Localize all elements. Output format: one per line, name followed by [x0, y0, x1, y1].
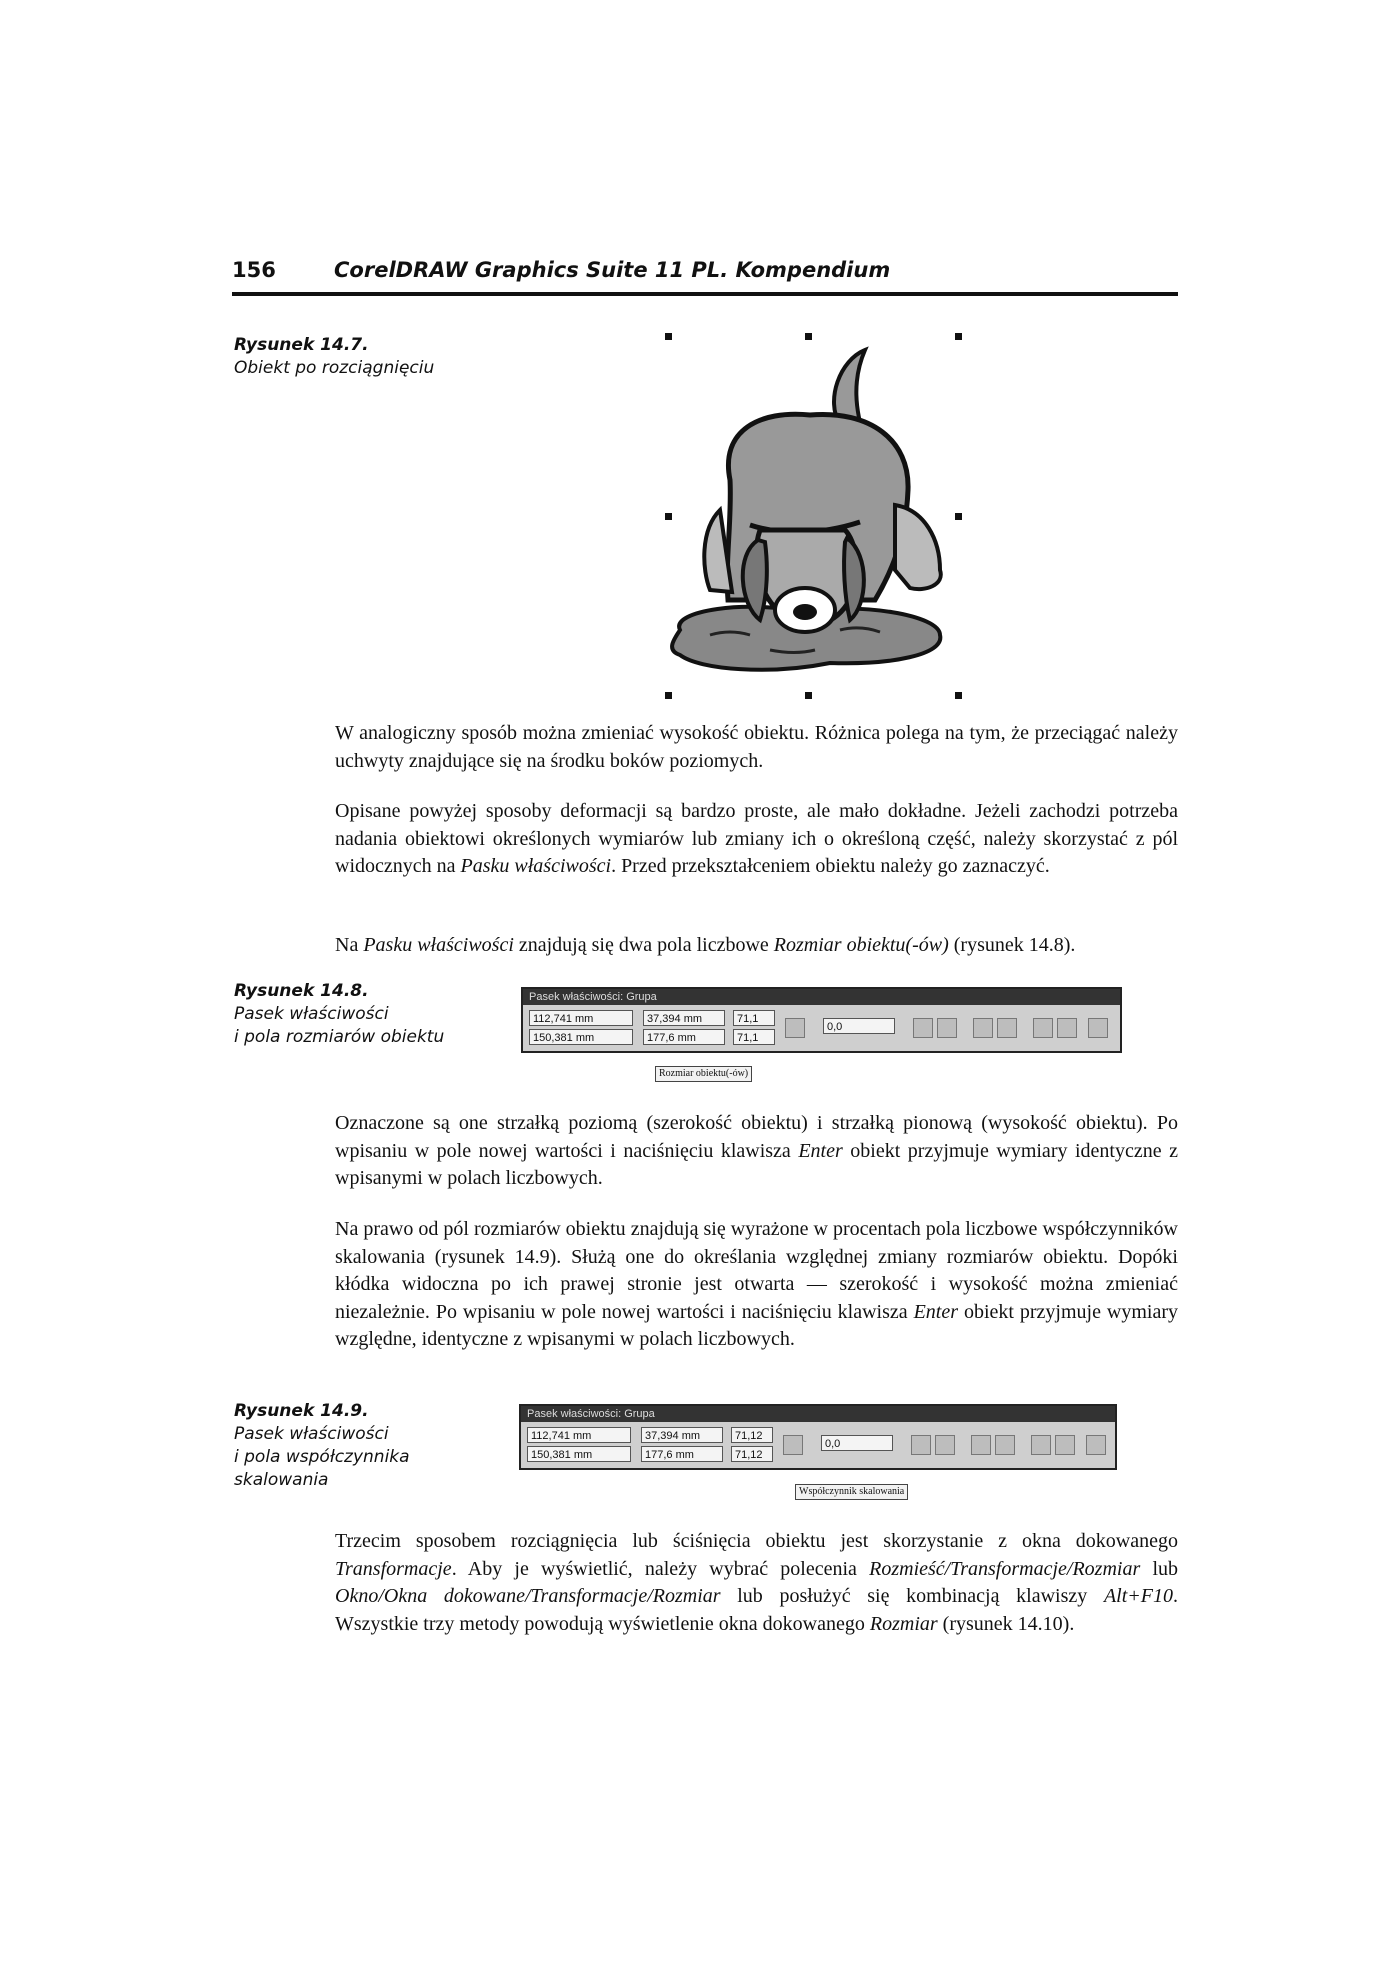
figure-14-9-caption: [234, 1400, 474, 1492]
page-number: 156: [232, 258, 276, 282]
scale-factor-tooltip: Współczynnik skalowania: [795, 1484, 908, 1500]
intersect-icon[interactable]: [1088, 1018, 1108, 1038]
figure-14-7-illustration: [640, 330, 970, 700]
figure-text: i pola współczynnika: [234, 1447, 410, 1467]
paragraph-3: Na Pasku właściwości znajdują się dwa pola liczbowe Rozmiar obiektu(-ów) (rysunek 14.8).: [335, 934, 1076, 956]
ungroup-icon[interactable]: [997, 1018, 1017, 1038]
scale-y-field[interactable]: 71,12: [731, 1446, 773, 1462]
paragraph-5: Na prawo od pól rozmiarów obiektu znajdują się wyrażone w procentach pola liczbowe współczynników skalowania (rysunek 14.9). Służą one do określania względnej zmiany rozmiarów obiektu. Dopóki kłódka widoczna po ich prawej stronie jest otwarta — szerokość i wysokość można zmieniać niezależnie. Po wpisaniu w pole nowej wartości i naciśnięciu klawisza Enter obiekt przyjmuje wymiary względne, identyczne z wpisanymi w polach liczbowych.: [335, 1218, 1178, 1350]
rotation-angle-field[interactable]: 0,0: [821, 1435, 893, 1451]
figure-14-8-caption: [234, 980, 474, 1049]
property-bar-title: Pasek właściwości: Grupa: [523, 989, 1120, 1005]
object-height-field[interactable]: 177,6 mm: [641, 1446, 723, 1462]
paragraph-2: Opisane powyżej sposoby deformacji są bardzo proste, ale mało dokładne. Jeżeli zachodzi potrzeba nadania obiektowi określonych wymiarów lub zmiany ich o określoną część, należy skorzystać z pól widocznych na Pasku właściwości. Przed przekształceniem obiektu należy go zaznaczyć.: [335, 800, 1178, 877]
figure-text: Pasek właściwości: [234, 1424, 389, 1444]
running-header: [232, 254, 1178, 296]
y-position-field[interactable]: 150,381 mm: [527, 1446, 631, 1462]
object-size-tooltip: Rozmiar obiektu(-ów): [655, 1066, 752, 1082]
x-position-field[interactable]: 112,741 mm: [529, 1010, 633, 1026]
object-height-field[interactable]: 177,6 mm: [643, 1029, 725, 1045]
group-icon[interactable]: [971, 1435, 991, 1455]
figure-text: Obiekt po rozciągnięciu: [234, 358, 435, 378]
property-bar-screenshot: [521, 987, 1122, 1053]
figure-text: i pola rozmiarów obiektu: [234, 1027, 445, 1047]
x-position-field[interactable]: 112,741 mm: [527, 1427, 631, 1443]
property-bar-title: Pasek właściwości: Grupa: [521, 1406, 1115, 1422]
figure-14-7-caption: [234, 334, 464, 380]
scale-x-field[interactable]: 71,1: [733, 1010, 775, 1026]
scale-y-field[interactable]: 71,1: [733, 1029, 775, 1045]
object-width-field[interactable]: 37,394 mm: [641, 1427, 723, 1443]
mirror-vertical-icon[interactable]: [935, 1435, 955, 1455]
paragraph-1: W analogiczny sposób można zmieniać wysokość obiektu. Różnica polega na tym, że przeciągać należy uchwyty znajdujące się na środku boków poziomych.: [335, 722, 1178, 772]
lock-ratio-icon[interactable]: [783, 1435, 803, 1455]
y-position-field[interactable]: 150,381 mm: [529, 1029, 633, 1045]
lock-ratio-icon[interactable]: [785, 1018, 805, 1038]
stretched-dog-illustration: [640, 330, 970, 700]
trim-icon[interactable]: [1057, 1018, 1077, 1038]
mirror-vertical-icon[interactable]: [937, 1018, 957, 1038]
object-width-field[interactable]: 37,394 mm: [643, 1010, 725, 1026]
trim-icon[interactable]: [1055, 1435, 1075, 1455]
figure-text: skalowania: [234, 1470, 329, 1490]
book-title: CorelDRAW Graphics Suite 11 PL. Kompendium: [334, 258, 891, 282]
property-bar-screenshot: [519, 1404, 1117, 1470]
weld-icon[interactable]: [1033, 1018, 1053, 1038]
intersect-icon[interactable]: [1086, 1435, 1106, 1455]
figure-text: Pasek właściwości: [234, 1004, 389, 1024]
figure-label: Rysunek 14.7.: [234, 335, 369, 355]
paragraph-4: Oznaczone są one strzałką poziomą (szerokość obiektu) i strzałką pionową (wysokość obiektu). Po wpisaniu w pole nowej wartości i naciśnięciu klawisza Enter obiekt przyjmuje wymiary identyczne z wpisanymi w polach liczbowych.: [335, 1112, 1178, 1189]
mirror-horizontal-icon[interactable]: [913, 1018, 933, 1038]
rotation-angle-field[interactable]: 0,0: [823, 1018, 895, 1034]
weld-icon[interactable]: [1031, 1435, 1051, 1455]
scale-x-field[interactable]: 71,12: [731, 1427, 773, 1443]
paragraph-6: Trzecim sposobem rozciągnięcia lub ściśnięcia obiektu jest skorzystanie z okna dokowanego Transformacje. Aby je wyświetlić, należy wybrać polecenia Rozmieść/Transformacje/Rozmiar lub Okno/Okna dokowane/Transformacje/Rozmiar lub posłużyć się kombinacją klawiszy Alt+F10. Wszystkie trzy metody powodują wyświetlenie okna dokowanego Rozmiar (rysunek 14.10).: [335, 1530, 1178, 1635]
ungroup-icon[interactable]: [995, 1435, 1015, 1455]
group-icon[interactable]: [973, 1018, 993, 1038]
figure-label: Rysunek 14.8.: [234, 981, 369, 1001]
figure-label: Rysunek 14.9.: [234, 1401, 369, 1421]
mirror-horizontal-icon[interactable]: [911, 1435, 931, 1455]
